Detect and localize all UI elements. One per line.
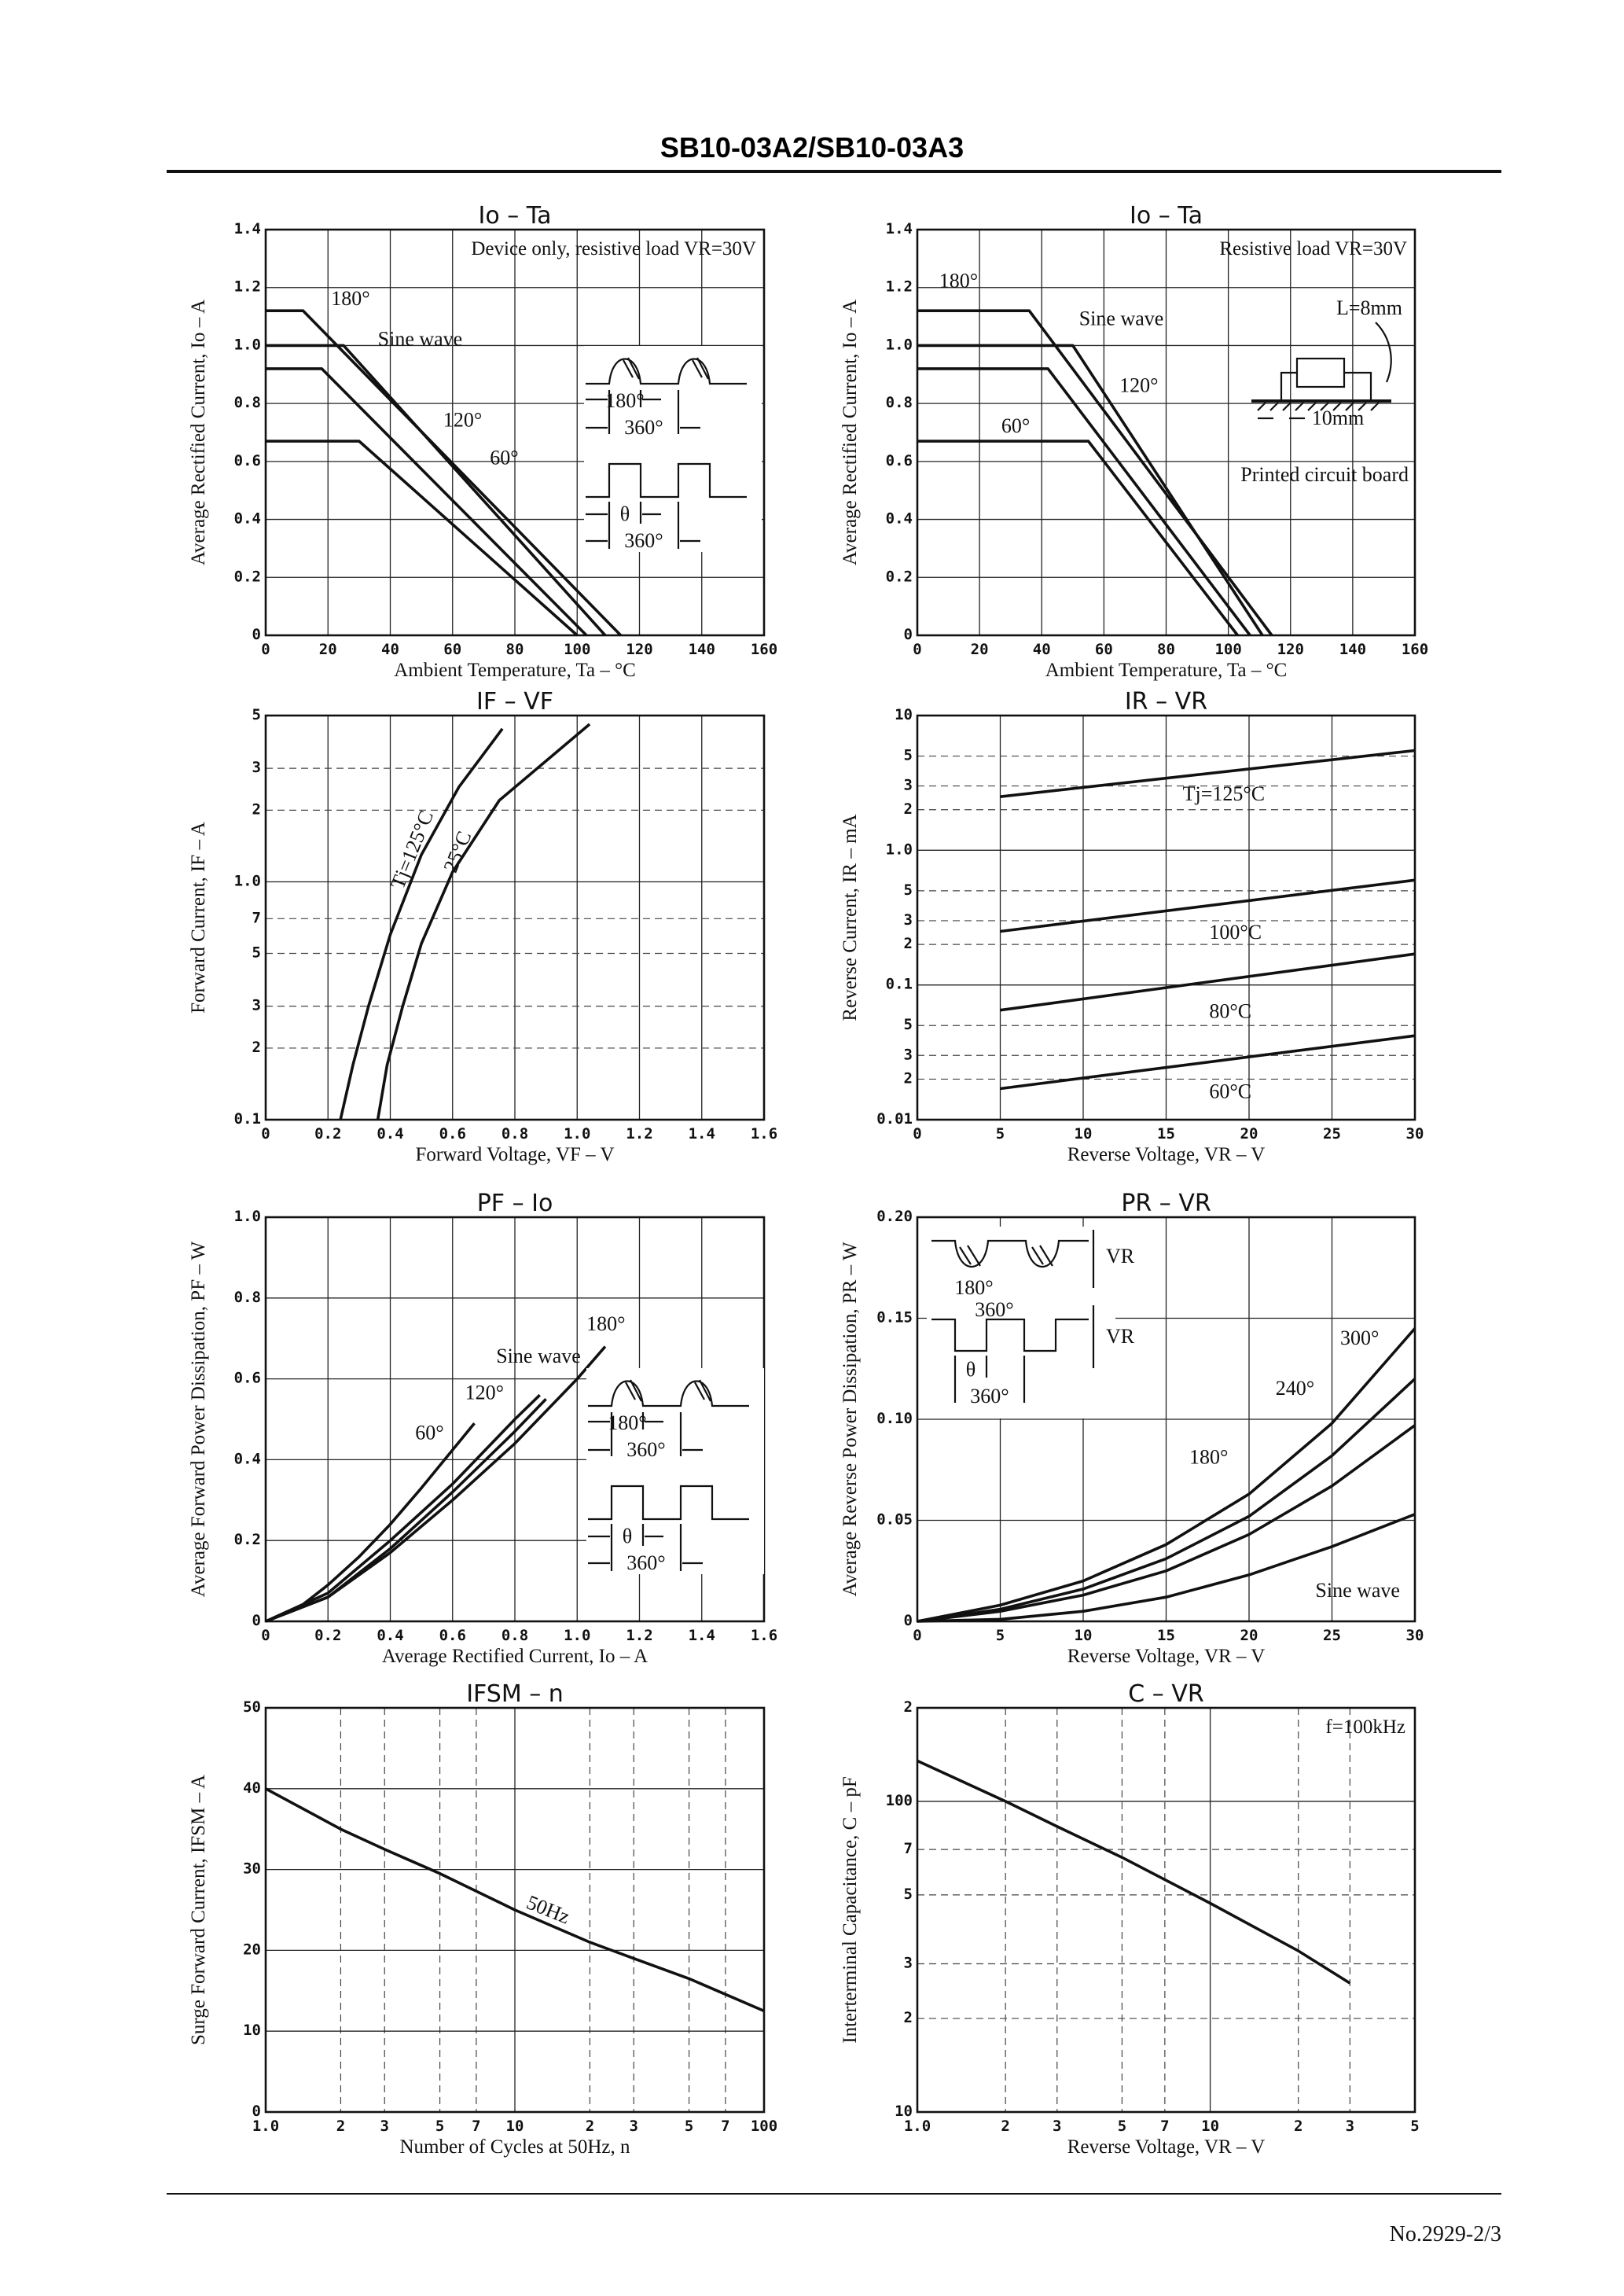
y-tick-label: 0.05 — [876, 1510, 913, 1529]
chart-ifsm-n — [188, 1680, 777, 2158]
series-line — [340, 729, 502, 1120]
x-tick-label: 5 — [995, 1125, 1005, 1142]
y-axis-label: Average Forward Power Dissipation, PF – W — [188, 1241, 209, 1598]
y-tick-label: 7 — [252, 909, 261, 927]
y-tick-label: 2 — [903, 2009, 913, 2027]
x-tick-label: 7 — [721, 2118, 730, 2135]
x-tick-label: 140 — [688, 641, 715, 658]
y-tick-label: 40 — [243, 1779, 261, 1797]
x-tick-label: 40 — [381, 641, 399, 658]
x-tick-label: 0.6 — [439, 1627, 466, 1644]
y-axis-label: Forward Current, IF – A — [188, 822, 209, 1014]
series-annotation: 300° — [1340, 1326, 1380, 1349]
x-tick-label: 100 — [564, 641, 591, 658]
y-tick-label: 0 — [903, 1612, 913, 1629]
inset-label: θ — [622, 1525, 633, 1547]
chart-io-ta-pcb — [840, 202, 1428, 681]
x-tick-label: 0 — [261, 1125, 270, 1142]
x-tick-label: 10 — [1074, 1627, 1093, 1644]
y-tick-label: 3 — [903, 911, 913, 929]
x-tick-label: 7 — [472, 2118, 481, 2135]
x-tick-label: 0 — [913, 641, 922, 658]
x-axis-label: Reverse Voltage, VR – V — [1067, 1144, 1266, 1165]
y-axis-label: Interterminal Capacitance, C – pF — [840, 1776, 861, 2044]
x-tick-label: 3 — [380, 2118, 389, 2135]
y-tick-label: 5 — [903, 1885, 913, 1903]
series-line — [917, 311, 1272, 635]
x-tick-label: 1.2 — [626, 1627, 653, 1644]
x-tick-label: 1.6 — [750, 1125, 778, 1142]
pcb-component — [1297, 359, 1344, 387]
y-tick-label: 0.8 — [233, 1288, 261, 1306]
chart-pr-vr — [840, 1190, 1424, 1667]
y-tick-label: 10 — [243, 2022, 261, 2040]
x-tick-label: 1.0 — [564, 1125, 591, 1142]
y-tick-label: 0.1 — [885, 975, 913, 993]
y-tick-label: 0.1 — [233, 1110, 261, 1128]
x-tick-label: 120 — [626, 641, 653, 658]
x-axis-label: Reverse Voltage, VR – V — [1067, 2136, 1266, 2158]
y-tick-label: 0.15 — [876, 1308, 913, 1326]
series-annotation: 60° — [415, 1421, 444, 1444]
x-axis-label: Reverse Voltage, VR – V — [1067, 1646, 1266, 1667]
inset-label: θ — [619, 502, 630, 525]
chart-if-vf — [188, 688, 777, 1165]
x-axis-label: Average Rectified Current, Io – A — [381, 1646, 648, 1667]
x-tick-label: 15 — [1157, 1627, 1175, 1644]
x-tick-label: 40 — [1032, 641, 1051, 658]
x-tick-label: 25 — [1323, 1627, 1341, 1644]
series-line — [266, 345, 605, 635]
series-annotation: Tj=125°C — [386, 807, 439, 892]
y-tick-label: 0.2 — [233, 1531, 261, 1549]
inset-label: 10mm — [1311, 407, 1365, 429]
x-tick-label: 0 — [913, 1125, 922, 1142]
x-tick-label: 160 — [1401, 641, 1429, 658]
chart-io-ta-device — [188, 202, 777, 681]
x-tick-label: 1.0 — [903, 2118, 931, 2135]
x-tick-label: 1.6 — [750, 1627, 778, 1644]
x-tick-label: 0.4 — [377, 1627, 404, 1644]
chart-title: C – VR — [1128, 1680, 1204, 1708]
y-tick-label: 1.0 — [233, 1208, 261, 1225]
y-tick-label: 0 — [903, 626, 913, 643]
y-tick-label: 0.01 — [876, 1110, 913, 1128]
x-tick-label: 140 — [1339, 641, 1367, 658]
y-tick-label: 2 — [252, 1038, 261, 1056]
x-tick-label: 1.0 — [564, 1627, 591, 1644]
y-tick-label: 3 — [903, 1046, 913, 1064]
chart-ir-vr — [840, 688, 1424, 1165]
x-tick-label: 0 — [261, 641, 270, 658]
inset-label: 360° — [626, 1438, 666, 1461]
y-tick-label: 0 — [252, 626, 261, 643]
x-tick-label: 1.0 — [252, 2118, 280, 2135]
y-tick-label: 5 — [252, 944, 261, 962]
x-tick-label: 0.8 — [501, 1125, 529, 1142]
chart-title: PF – Io — [476, 1190, 553, 1217]
chart-title: PR – VR — [1121, 1190, 1211, 1217]
x-tick-label: 60 — [1094, 641, 1113, 658]
y-tick-label: 1.2 — [233, 278, 261, 296]
inset-label: 360° — [626, 1551, 666, 1574]
chart-condition: Resistive load VR=30V — [1219, 238, 1407, 259]
y-axis-label: Surge Forward Current, IFSM – A — [188, 1775, 209, 2045]
y-tick-label: 1.0 — [233, 336, 261, 354]
y-tick-label: 5 — [903, 881, 913, 899]
x-tick-label: 120 — [1277, 641, 1304, 658]
chart-title: IF – VF — [476, 688, 553, 716]
x-tick-label: 5 — [1410, 2118, 1420, 2135]
y-tick-label: 5 — [903, 746, 913, 764]
x-tick-label: 3 — [1345, 2118, 1355, 2135]
y-tick-label: 2 — [903, 800, 913, 818]
chart-title: Io – Ta — [1129, 202, 1203, 230]
series-annotation: 60° — [1001, 414, 1031, 437]
series-annotation: 60° — [490, 446, 519, 469]
x-tick-label: 0 — [261, 1627, 270, 1644]
y-tick-label: 0.8 — [885, 394, 913, 412]
y-tick-label: 0.8 — [233, 394, 261, 412]
chart-title: IFSM – n — [466, 1680, 564, 1708]
x-tick-label: 100 — [1214, 641, 1242, 658]
inset-label: Printed circuit board — [1240, 463, 1409, 486]
y-tick-label: 100 — [885, 1791, 913, 1809]
series-line — [1001, 954, 1416, 1010]
series-line — [917, 441, 1238, 635]
y-tick-label: 0.6 — [233, 1369, 261, 1387]
x-axis-label: Ambient Temperature, Ta – °C — [1045, 660, 1288, 681]
chart-c-vr — [840, 1680, 1420, 2158]
series-annotation: 25°C — [439, 827, 476, 876]
y-tick-label: 2 — [903, 1069, 913, 1087]
chart-condition: f=100kHz — [1325, 1716, 1405, 1738]
series-annotation: 180° — [1189, 1445, 1229, 1469]
y-tick-label: 10 — [895, 2103, 913, 2120]
x-tick-label: 5 — [435, 2118, 445, 2135]
y-tick-label: 3 — [903, 776, 913, 794]
x-tick-label: 20 — [1240, 1125, 1258, 1142]
page-number: No.2929-2/3 — [1389, 2222, 1501, 2246]
series-annotation: 60°C — [1209, 1080, 1252, 1103]
y-tick-label: 0 — [252, 1612, 261, 1629]
x-tick-label: 0 — [913, 1627, 922, 1644]
inset-label: θ — [965, 1358, 976, 1381]
y-tick-label: 0.20 — [876, 1208, 913, 1225]
y-tick-label: 3 — [252, 759, 261, 777]
inset-label: 180° — [608, 1411, 647, 1434]
x-tick-label: 0.6 — [439, 1125, 466, 1142]
inset-label: L=8mm — [1336, 296, 1402, 319]
y-tick-label: 0.4 — [233, 510, 261, 528]
series-annotation: 120° — [443, 408, 483, 432]
y-tick-label: 0.6 — [233, 451, 261, 469]
series-annotation: 180° — [939, 269, 979, 293]
x-tick-label: 1.4 — [688, 1125, 715, 1142]
y-axis-label: Average Rectified Current, Io – A — [188, 299, 209, 566]
x-tick-label: 2 — [585, 2118, 595, 2135]
x-tick-label: 2 — [1001, 2118, 1010, 2135]
series-annotation: 80°C — [1209, 999, 1252, 1023]
series-line — [266, 1423, 475, 1621]
y-tick-label: 20 — [243, 1941, 261, 1959]
y-tick-label: 1.0 — [885, 336, 913, 354]
y-tick-label: 2 — [252, 800, 261, 819]
x-tick-label: 60 — [443, 641, 462, 658]
x-tick-label: 5 — [1117, 2118, 1127, 2135]
x-tick-label: 20 — [1240, 1627, 1258, 1644]
x-tick-label: 100 — [750, 2118, 778, 2135]
series-line — [378, 724, 590, 1120]
x-tick-label: 10 — [505, 2118, 524, 2135]
inset-label: VR — [1106, 1325, 1135, 1348]
y-tick-label: 2 — [903, 935, 913, 953]
series-line — [1001, 880, 1416, 931]
x-tick-label: 1.2 — [626, 1125, 653, 1142]
y-tick-label: 1.0 — [885, 841, 913, 859]
y-tick-label: 50 — [243, 1698, 261, 1716]
x-tick-label: 10 — [1074, 1125, 1093, 1142]
y-tick-label: 7 — [903, 1840, 913, 1858]
y-tick-label: 3 — [252, 996, 261, 1014]
inset-label: VR — [1106, 1245, 1135, 1268]
x-tick-label: 0.4 — [377, 1125, 404, 1142]
y-tick-label: 5 — [903, 1016, 913, 1034]
inset-label: 360° — [975, 1298, 1014, 1321]
charts-layer — [188, 202, 1428, 2158]
y-tick-label: 5 — [252, 706, 261, 723]
chart-title: Io – Ta — [478, 202, 552, 230]
inset-label: 180° — [954, 1276, 994, 1299]
series-annotation: Sine wave — [496, 1345, 581, 1368]
series-annotation: 120° — [1119, 373, 1159, 397]
chart-title: IR – VR — [1124, 688, 1208, 716]
x-tick-label: 5 — [684, 2118, 694, 2135]
y-tick-label: 1.2 — [885, 278, 913, 296]
y-axis-label: Average Reverse Power Dissipation, PR – W — [840, 1242, 861, 1597]
y-tick-label: 1.0 — [233, 872, 261, 890]
x-tick-label: 2 — [1294, 2118, 1303, 2135]
y-axis-label: Average Rectified Current, Io – A — [840, 299, 861, 566]
x-axis-label: Number of Cycles at 50Hz, n — [399, 2136, 630, 2158]
y-tick-label: 2 — [903, 1698, 913, 1716]
y-tick-label: 0 — [252, 2103, 261, 2120]
y-tick-label: 0.2 — [233, 568, 261, 586]
series-annotation: 240° — [1275, 1377, 1315, 1400]
x-tick-label: 30 — [1405, 1627, 1424, 1644]
x-tick-label: 160 — [750, 641, 778, 658]
inset-label: 180° — [605, 389, 645, 412]
x-tick-label: 3 — [1053, 2118, 1062, 2135]
x-tick-label: 0.8 — [501, 1627, 529, 1644]
x-tick-label: 3 — [629, 2118, 638, 2135]
y-tick-label: 0.10 — [876, 1410, 913, 1427]
series-annotation: 100°C — [1209, 920, 1262, 944]
y-tick-label: 0.6 — [885, 451, 913, 469]
chart-condition: Device only, resistive load VR=30V — [471, 238, 756, 259]
x-tick-label: 25 — [1323, 1125, 1341, 1142]
series-line — [917, 345, 1262, 635]
y-tick-label: 0.4 — [885, 510, 913, 528]
x-tick-label: 15 — [1157, 1125, 1175, 1142]
document-title: SB10-03A2/SB10-03A3 — [660, 131, 964, 164]
x-tick-label: 0.2 — [314, 1627, 342, 1644]
x-axis-label: Ambient Temperature, Ta – °C — [394, 660, 636, 681]
series-annotation: 120° — [465, 1381, 505, 1404]
pcb-pointer — [1376, 322, 1391, 382]
x-tick-label: 80 — [1157, 641, 1175, 658]
x-tick-label: 80 — [505, 641, 524, 658]
y-tick-label: 0.2 — [885, 568, 913, 586]
y-tick-label: 1.4 — [885, 220, 913, 237]
series-annotation: Sine wave — [1078, 307, 1164, 330]
inset-label: 360° — [624, 416, 663, 439]
x-tick-label: 20 — [970, 641, 989, 658]
y-tick-label: 30 — [243, 1860, 261, 1878]
x-tick-label: 2 — [336, 2118, 346, 2135]
series-annotation: 180° — [331, 286, 370, 310]
x-tick-label: 30 — [1405, 1125, 1424, 1142]
x-axis-label: Forward Voltage, VF – V — [415, 1144, 615, 1165]
x-tick-label: 10 — [1201, 2118, 1220, 2135]
series-line — [1001, 1036, 1416, 1088]
series-line — [917, 369, 1250, 635]
y-tick-label: 0.4 — [233, 1450, 261, 1468]
series-annotation: Sine wave — [377, 327, 463, 351]
series-line — [917, 1761, 1350, 1983]
series-line — [266, 1347, 605, 1622]
series-annotation: 50Hz — [523, 1890, 573, 1929]
y-tick-label: 3 — [903, 1954, 913, 1972]
y-tick-label: 1.4 — [233, 220, 261, 237]
y-axis-label: Reverse Current, IR – mA — [840, 814, 861, 1021]
series-annotation: Tj=125°C — [1182, 782, 1266, 805]
inset-label: 360° — [624, 529, 663, 552]
series-line — [266, 311, 621, 635]
chart-pf-io — [188, 1190, 777, 1667]
x-tick-label: 5 — [995, 1627, 1005, 1644]
inset-label: 360° — [970, 1385, 1009, 1407]
plot-frame — [917, 1708, 1415, 2112]
x-tick-label: 0.2 — [314, 1125, 342, 1142]
x-tick-label: 1.4 — [688, 1627, 715, 1644]
y-tick-label: 10 — [895, 706, 913, 723]
series-annotation: Sine wave — [1315, 1579, 1400, 1602]
x-tick-label: 20 — [318, 641, 337, 658]
series-annotation: 180° — [586, 1312, 626, 1335]
x-tick-label: 7 — [1160, 2118, 1170, 2135]
